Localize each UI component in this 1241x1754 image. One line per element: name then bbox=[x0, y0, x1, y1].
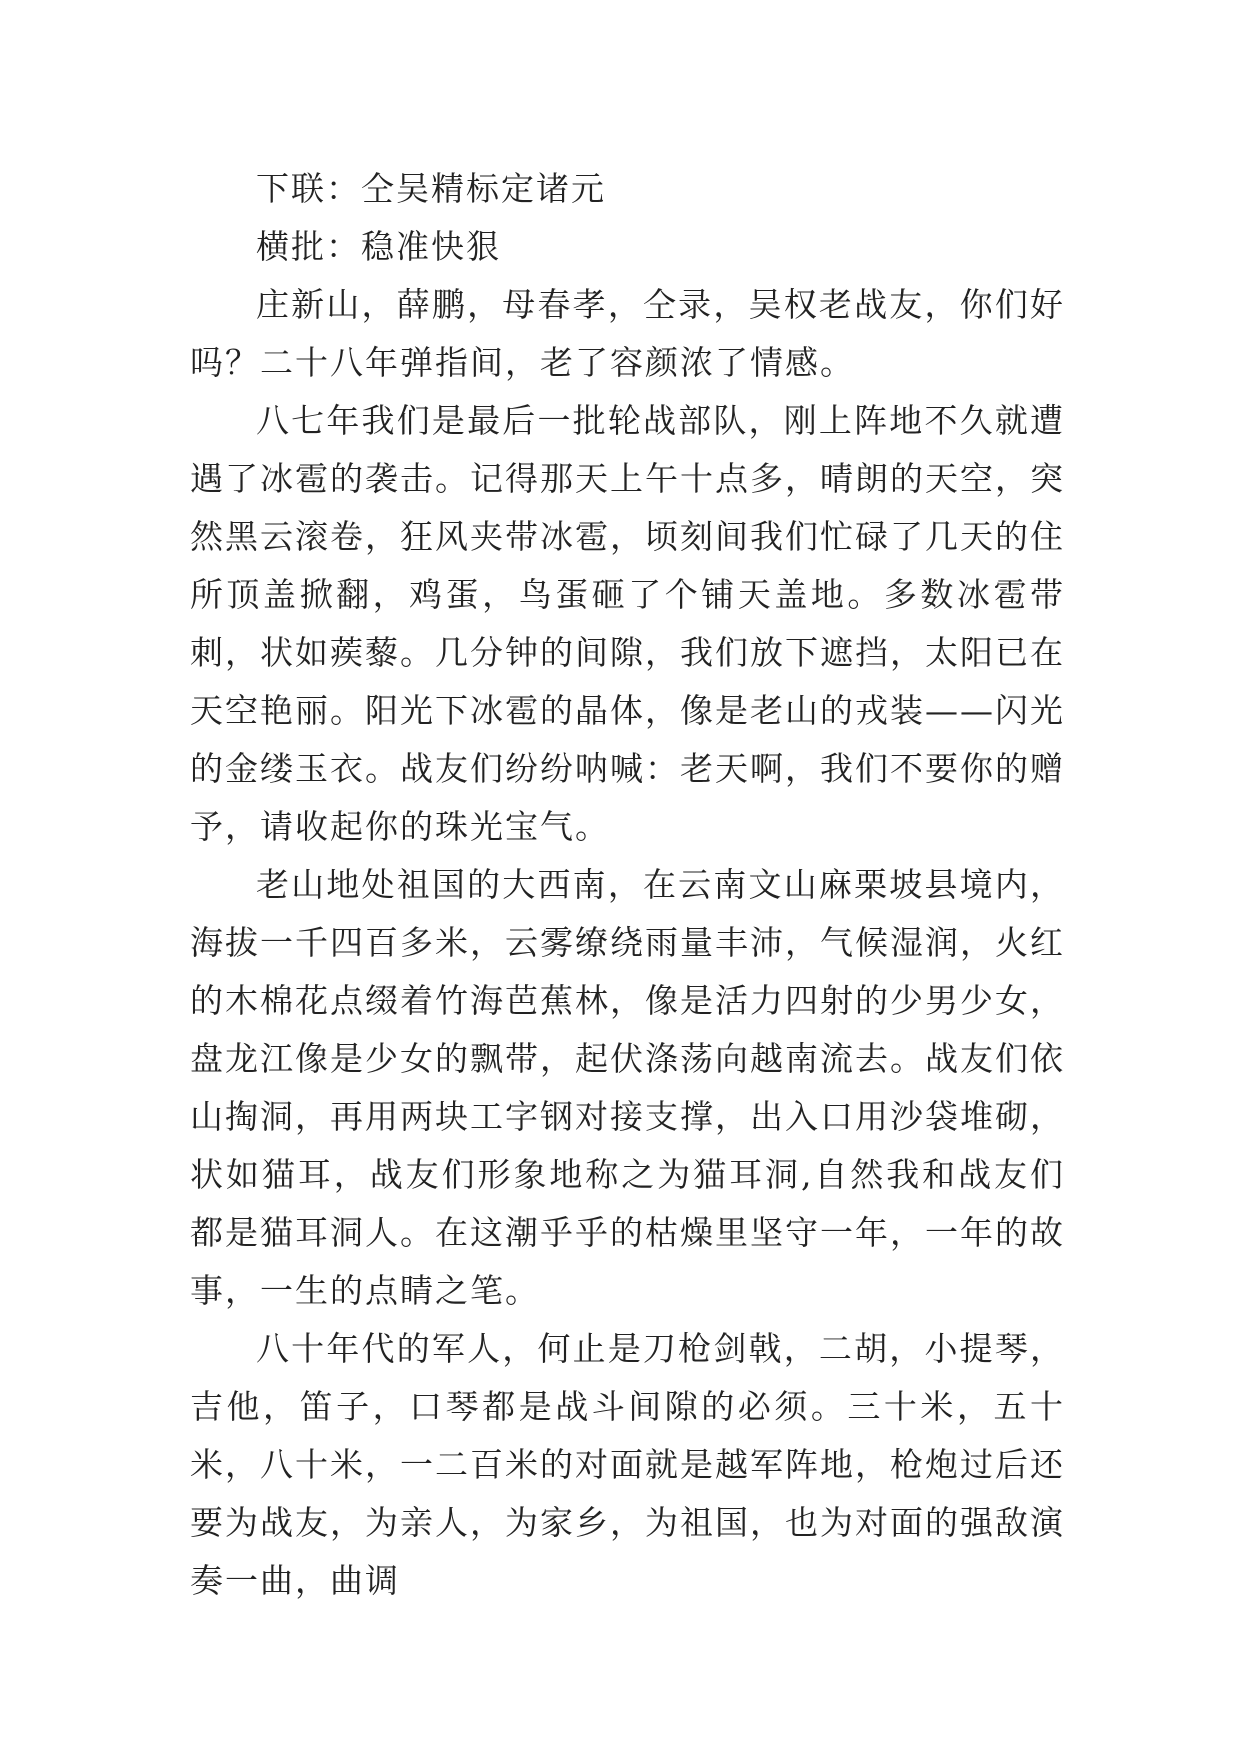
body-text bbox=[190, 160, 1065, 1610]
paragraph-couplet-lower: 下联：仝吴精标定诸元 bbox=[256, 169, 606, 208]
paragraph-laoshan: 老山地处祖国的大西南，在云南文山麻栗坡县境内，海拔一千四百多米，云雾缭绕雨量丰沛，气候湿润，火红的木棉花点缀着竹海芭蕉林，像是活力四射的少男少女，盘龙江像是少女的飘带，起伏涤荡向越南流去。战友们依山掏洞，再用两块工字钢对接支撑，出入口用沙袋堆砌，状如猫耳，战友们形象地称之为猫耳洞,自然我和战友们都是猫耳洞人。在这潮乎乎的枯燥里坚守一年，一年的故事，一生的点睛之笔。 bbox=[190, 865, 1065, 1310]
paragraph-couplet-horizontal: 横批：稳准快狠 bbox=[256, 227, 501, 266]
paragraph-eighties-soldiers: 八十年代的军人，何止是刀枪剑戟，二胡，小提琴，吉他，笛子，口琴都是战斗间隙的必须。三十米，五十米，八十米，一二百米的对面就是越军阵地，枪炮过后还要为战友，为亲人，为家乡，为祖国，也为对面的强敌演奏一曲，曲调 bbox=[190, 1329, 1065, 1600]
paragraph-greeting: 庄新山，薛鹏，母春孝，仝录，吴权老战友，你们好吗？二十八年弹指间，老了容颜浓了情感。 bbox=[190, 285, 1065, 382]
paragraph-hailstorm: 八七年我们是最后一批轮战部队，刚上阵地不久就遭遇了冰雹的袭击。记得那天上午十点多，晴朗的天空，突然黑云滚卷，狂风夹带冰雹，顷刻间我们忙碌了几天的住所顶盖掀翻，鸡蛋，鸟蛋砸了个铺天盖地。多数冰雹带刺，状如蒺藜。几分钟的间隙，我们放下遮挡，太阳已在天空艳丽。阳光下冰雹的晶体，像是老山的戎装——闪光的金缕玉衣。战友们纷纷呐喊：老天啊，我们不要你的赠予，请收起你的珠光宝气。 bbox=[190, 401, 1065, 846]
